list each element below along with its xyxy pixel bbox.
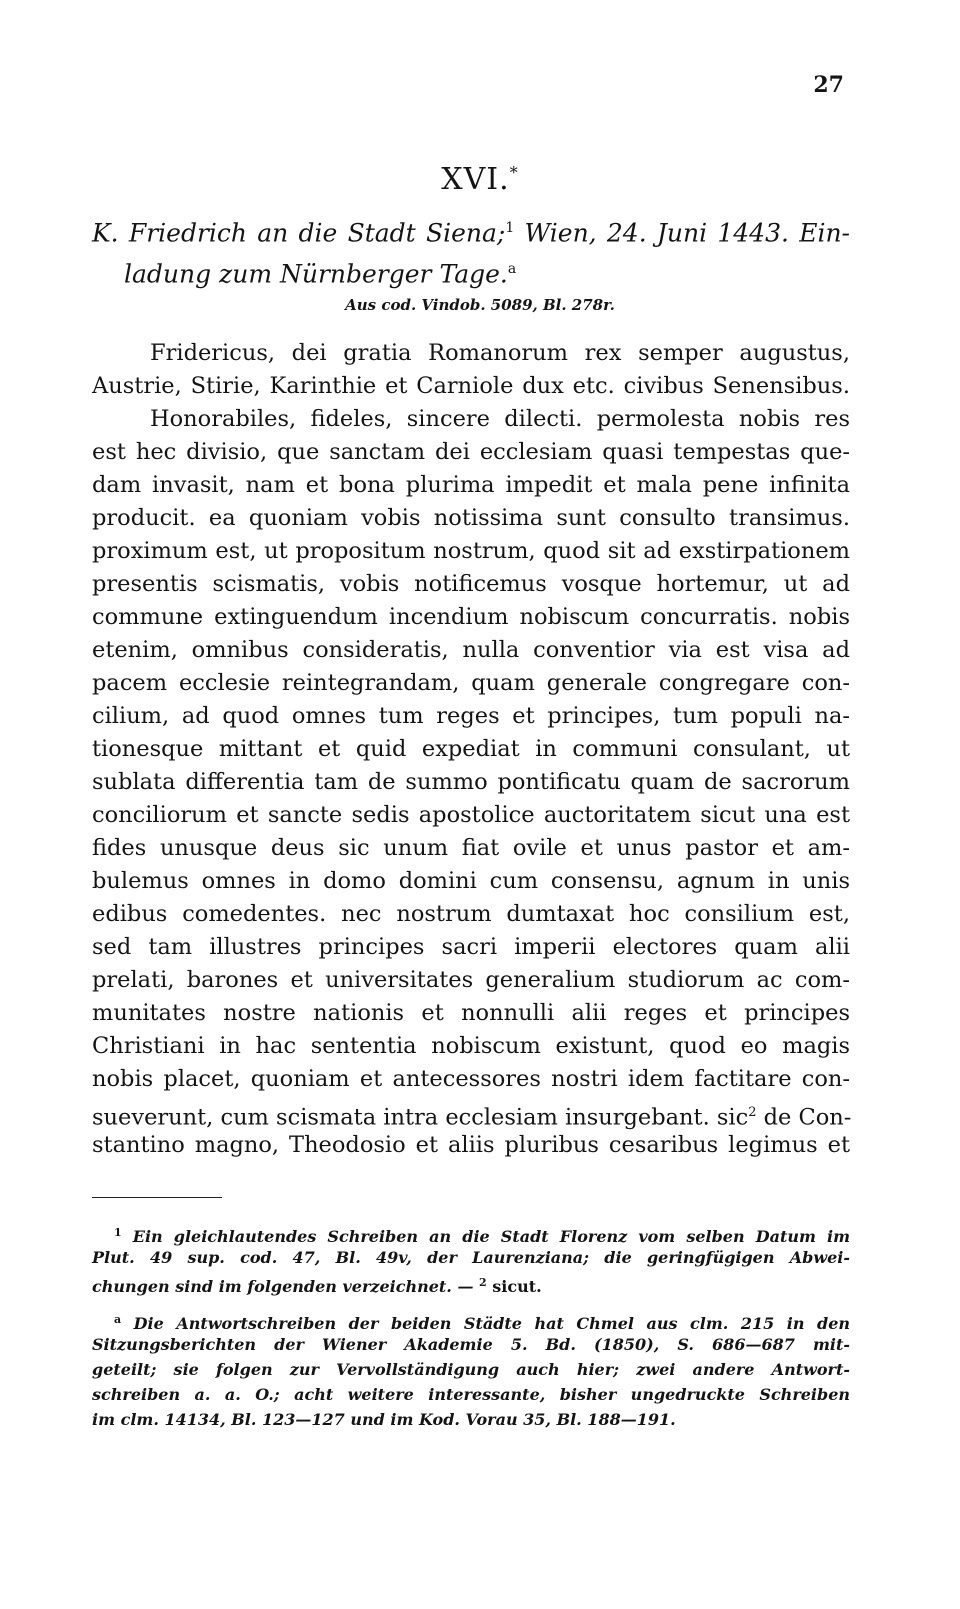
body-line: fides unusque deus sic unum fiat ovile et unus pastor et am-: [92, 835, 850, 861]
body-line: Fridericus, dei gratia Romanorum rex semper augustus,: [150, 340, 850, 366]
body-line: proximum est, ut propositum nostrum, quod sit ad exstirpationem: [92, 538, 850, 564]
title-text-1a: K. Friedrich an die Stadt Siena;: [92, 218, 506, 248]
title-text-1b: Wien, 24. Juni 1443. Ein-: [514, 218, 850, 248]
body-line: cilium, ad quod omnes tum reges et principes, tum populi na-: [92, 703, 850, 729]
footnote-2-mark: 2: [479, 1276, 487, 1289]
footnote-a-text: Die Antwortschreiben der beiden Städte hat Chmel aus clm. 215 in den: [133, 1314, 851, 1333]
body-line: est hec divisio, que sanctam dei ecclesiam quasi tempestas que-: [92, 439, 850, 465]
body-line: commune extinguendum incendium nobiscum concurratis. nobis: [92, 604, 850, 630]
document-number: XVI.: [441, 162, 510, 197]
body-line: sublata differentia tam de summo pontificatu quam de sacrorum: [92, 769, 850, 795]
body-line: munitates nostre nationis et nonnulli alii reges et principes: [92, 1000, 850, 1026]
footnote-a-line: schreiben a. a. O.; acht weitere interessante, bisher ungedruckte Schreiben: [92, 1385, 850, 1404]
body-line: conciliorum et sancte sedis apostolice auctoritatem sicut una est: [92, 802, 850, 828]
body-line: Honorabiles, fideles, sincere dilecti. permolesta nobis res: [150, 406, 850, 432]
body-line: sed tam illustres principes sacri imperii electores quam alii: [92, 934, 850, 960]
footnote-1-line: [92, 1270, 850, 1295]
title-footnote-ref-a: a: [507, 261, 517, 278]
letter-body: [92, 337, 850, 1162]
title-line-2: [92, 251, 850, 292]
body-line-text: sueverunt, cum scismata intra ecclesiam insurgebant. sic: [92, 1104, 749, 1131]
body-line: etenim, omnibus consideratis, nulla conventior via est visa ad: [92, 637, 850, 663]
body-line: presentis scismatis, vobis notificemus vosque hortemur, ut ad: [92, 571, 850, 597]
footnote-a-line: im clm. 14134, Bl. 123—127 und im Kod. Vorau 35, Bl. 188—191.: [92, 1410, 676, 1429]
footnote-1-line: Plut. 49 sup. cod. 47, Bl. 49v, der Laurenziana; die geringfügigen Abwei-: [92, 1248, 850, 1267]
title-line-1: [92, 210, 850, 251]
body-line: bulemus omnes in domo domini cum consensu, agnum in unis: [92, 868, 850, 894]
footnote-2-text: sicut.: [486, 1277, 542, 1296]
body-line-tail: de Con-: [756, 1104, 852, 1131]
body-line: dam invasit, nam et bona plurima impedit et mala pene infinita: [92, 472, 850, 498]
footnotes: [92, 1220, 850, 1432]
footnote-a-line: geteilt; sie folgen zur Vervollständigung auch hier; zwei andere Antwort-: [92, 1360, 850, 1379]
page-number: 27: [813, 72, 844, 98]
footnote-1-text: chungen sind im folgenden verzeichnet. —: [92, 1277, 480, 1296]
footnote-a-mark: a: [114, 1313, 122, 1326]
body-line: Christiani in hac sententia nobiscum existunt, quod eo magis: [92, 1033, 850, 1059]
body-line: nobis placet, quoniam et antecessores nostri idem factitare con-: [92, 1066, 850, 1092]
body-line-with-note: [92, 1096, 850, 1129]
body-line: pacem ecclesie reintegrandam, quam generale congregare con-: [92, 670, 850, 696]
title-footnote-ref-1: 1: [505, 220, 515, 236]
source-reference: Aus cod. Vindob. 5089, Bl. 278r.: [345, 296, 615, 314]
body-line: tionesque mittant et quid expediat in communi consulant, ut: [92, 736, 850, 762]
footnote-a-line: [92, 1307, 850, 1332]
footnote-1-text: Ein gleichlautendes Schreiben an die Stadt Florenz vom selben Datum im: [132, 1227, 850, 1246]
document-number-mark: *: [509, 163, 519, 182]
document-number-heading: [0, 162, 960, 197]
footnote-divider: [92, 1197, 222, 1198]
body-line: stantino magno, Theodosio et aliis pluribus cesaribus legimus et: [92, 1132, 850, 1158]
body-line: producit. ea quoniam vobis notissima sunt consulto transimus.: [92, 505, 850, 531]
body-line: prelati, barones et universitates generalium studiorum ac com-: [92, 967, 850, 993]
document-title: [92, 210, 850, 293]
footnote-ref-2: 2: [748, 1105, 757, 1120]
title-text-2: ladung zum Nürnberger Tage.: [124, 259, 508, 289]
body-line: Austrie, Stirie, Karinthie et Carniole dux etc. civibus Senensibus.: [92, 373, 850, 399]
footnote-1-line: [92, 1220, 850, 1245]
footnote-a-line: Sitzungsberichten der Wiener Akademie 5. Bd. (1850), S. 686—687 mit-: [92, 1335, 850, 1354]
footnote-1-mark: 1: [114, 1226, 122, 1239]
body-line: edibus comedentes. nec nostrum dumtaxat hoc consilium est,: [92, 901, 850, 927]
